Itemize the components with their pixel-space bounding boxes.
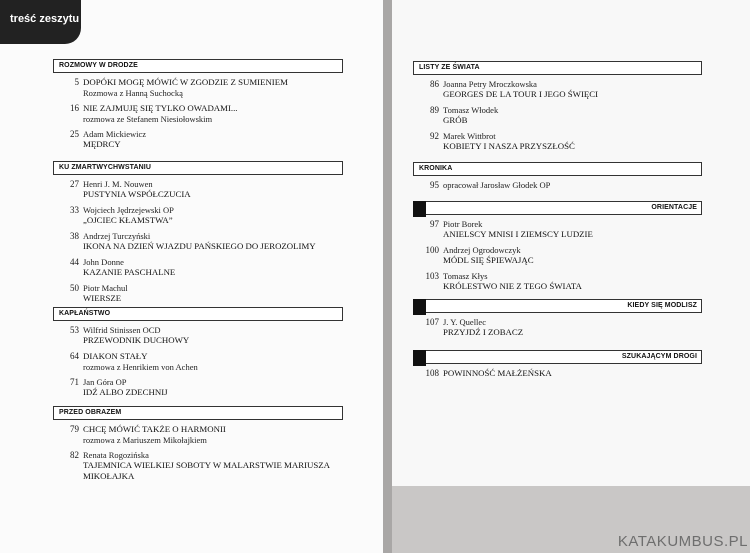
- entry-author: Wojciech Jędrzejewski OP: [83, 205, 174, 215]
- section-heading: PRZED OBRAZEM: [53, 406, 343, 420]
- section-heading-label: ORIENTACJE: [651, 204, 697, 211]
- page-number: 89: [430, 105, 439, 115]
- toc-entry: [413, 368, 702, 379]
- entry-title: POWINNOŚĆ MAŁŻEŃSKA: [443, 368, 552, 378]
- page-number: 16: [70, 103, 79, 113]
- entry-title: PRZEWODNIK DUCHOWY: [83, 335, 190, 345]
- page-number: 64: [70, 351, 79, 361]
- entry-title: ANIELSCY MNISI I ZIEMSCY LUDZIE: [443, 229, 593, 239]
- entry-title: KAZANIE PASCHALNE: [83, 267, 176, 277]
- toc-entry: [53, 103, 343, 124]
- section-kronika: [413, 162, 702, 190]
- toc-entry: [53, 325, 343, 346]
- heading-block-marker: [413, 350, 426, 366]
- page-number: 71: [70, 377, 79, 387]
- entry-title: KOBIETY I NASZA PRZYSZŁOŚĆ: [443, 141, 575, 151]
- toc-entry: [413, 79, 702, 100]
- entry-title: DOPÓKI MOGĘ MÓWIĆ W ZGODZIE Z SUMIENIEM: [83, 77, 288, 87]
- page-number: 103: [425, 271, 439, 281]
- entry-title: MĘDRCY: [83, 139, 121, 149]
- entry-title: IDŹ ALBO ZDECHNIJ: [83, 387, 168, 397]
- tab-label: treść zeszytu: [10, 13, 80, 25]
- toc-entry: [413, 180, 702, 190]
- entry-author: Andrzej Turczyński: [83, 231, 151, 241]
- entry-title: CHCĘ MÓWIĆ TAKŻE O HARMONII: [83, 424, 226, 434]
- toc-entry: [53, 377, 343, 398]
- page-number: 27: [70, 179, 79, 189]
- watermark: KATAKUMBUS.PL: [617, 533, 748, 550]
- section-heading: [413, 299, 702, 313]
- section-kiedy-sie-modlisz: [413, 299, 702, 338]
- section-heading: [413, 350, 702, 364]
- section-heading: ROZMOWY W DRODZE: [53, 59, 343, 73]
- page-number: 97: [430, 219, 439, 229]
- toc-entry: [413, 131, 702, 152]
- entry-title: NIE ZAJMUJĘ SIĘ TYLKO OWADAMI...: [83, 103, 238, 113]
- entry-author: John Donne: [83, 257, 124, 267]
- section-tab: [0, 0, 81, 44]
- toc-entry: [53, 424, 343, 445]
- right-page: [392, 0, 750, 486]
- heading-block-marker: [413, 201, 426, 217]
- toc-entry: [413, 317, 702, 338]
- toc-entry: [53, 450, 343, 482]
- entry-author: Adam Mickiewicz: [83, 129, 147, 139]
- entry-subtitle: rozmowa ze Stefanem Niesiołowskim: [83, 114, 213, 124]
- section-orientacje: [413, 201, 702, 292]
- toc-entry: [53, 351, 343, 372]
- page-number: 92: [430, 131, 439, 141]
- entry-title: PRZYJDŹ I ZOBACZ: [443, 327, 524, 337]
- entry-author: Andrzej Ogrodowczyk: [443, 245, 521, 255]
- heading-block-marker: [413, 299, 426, 315]
- entry-author: Tomasz Włodek: [443, 105, 499, 115]
- toc-entry: [413, 271, 702, 292]
- section-listy-ze-swiata: [413, 61, 702, 152]
- section-rozmowy-w-drodze: [53, 59, 343, 150]
- entry-author: Piotr Borek: [443, 219, 483, 229]
- entry-subtitle: rozmowa z Mariuszem Mikołajkiem: [83, 435, 207, 445]
- section-heading-label: KIEDY SIĘ MODLISZ: [627, 302, 697, 309]
- entry-title: TAJEMNICA WIELKIEJ SOBOTY W MALARSTWIE MARIUSZA: [83, 460, 330, 470]
- page-number: 5: [74, 77, 79, 87]
- page-number: 86: [430, 79, 439, 89]
- page-number: 107: [425, 317, 439, 327]
- toc-entry: [53, 231, 343, 252]
- section-heading: LISTY ZE ŚWIATA: [413, 61, 702, 75]
- entry-author: Wilfrid Stinissen OCD: [83, 325, 161, 335]
- toc-entry: [413, 219, 702, 240]
- entry-author: J. Y. Quellec: [443, 317, 486, 327]
- section-heading-label: SZUKAJĄCYM DROGI: [621, 353, 697, 360]
- entry-title: GEORGES DE LA TOUR I JEGO ŚWIĘCI: [443, 89, 599, 99]
- page-number: 79: [70, 424, 79, 434]
- section-heading: [413, 201, 702, 215]
- toc-entry: [53, 179, 343, 200]
- entry-author: opracował Jarosław Głodek OP: [443, 180, 551, 190]
- entry-author: Renata Rogozińska: [83, 450, 149, 460]
- entry-subtitle: Rozmowa z Hanną Suchocką: [83, 88, 183, 98]
- toc-entry: [53, 129, 343, 150]
- entry-title: DIAKON STAŁY: [83, 351, 148, 361]
- page-number: 53: [70, 325, 79, 335]
- section-kaplanstwo: [53, 307, 343, 398]
- entry-title: WIERSZE: [83, 293, 122, 303]
- entry-title: KRÓLESTWO NIE Z TEGO ŚWIATA: [443, 281, 582, 291]
- entry-author: Joanna Petry Mroczkowska: [443, 79, 537, 89]
- entry-author: Tomasz Kłys: [443, 271, 488, 281]
- toc-entry: [53, 257, 343, 278]
- entry-title: IKONA NA DZIEŃ WJAZDU PAŃSKIEGO DO JEROZOLIMY: [83, 241, 316, 251]
- entry-title-continued: MIKOŁAJKA: [83, 471, 135, 481]
- book-spine: [383, 0, 392, 553]
- section-ku-zmartwychwstaniu: [53, 161, 343, 304]
- page-number: 25: [70, 129, 79, 139]
- entry-author: Jan Góra OP: [83, 377, 127, 387]
- entry-title: „OJCIEC KŁAMSTWA”: [83, 215, 173, 225]
- entry-title: GRÓB: [443, 115, 468, 125]
- page-number: 100: [425, 245, 439, 255]
- toc-entry: [53, 77, 343, 98]
- entry-title: MÓDL SIĘ ŚPIEWAJĄC: [443, 255, 534, 265]
- entry-author: Marek Wittbrot: [443, 131, 496, 141]
- page-number: 33: [70, 205, 79, 215]
- entry-author: Henri J. M. Nouwen: [83, 179, 153, 189]
- entry-title: PUSTYNIA WSPÓŁCZUCIA: [83, 189, 191, 199]
- toc-entry: [413, 245, 702, 266]
- toc-entry: [413, 105, 702, 126]
- page-number: 38: [70, 231, 79, 241]
- section-heading: KRONIKA: [413, 162, 702, 176]
- section-heading: KU ZMARTWYCHWSTANIU: [53, 161, 343, 175]
- page-number: 108: [425, 368, 439, 378]
- section-szukajacym-drogi: [413, 350, 702, 379]
- section-przed-obrazem: [53, 406, 343, 482]
- entry-author: Piotr Machul: [83, 283, 128, 293]
- toc-entry: [53, 283, 343, 304]
- page-number: 95: [430, 180, 439, 190]
- entry-subtitle: rozmowa z Henrikiem von Achen: [83, 362, 198, 372]
- toc-entry: [53, 205, 343, 226]
- page-number: 82: [70, 450, 79, 460]
- section-heading: KAPŁAŃSTWO: [53, 307, 343, 321]
- page-number: 50: [70, 283, 79, 293]
- page-number: 44: [70, 257, 79, 267]
